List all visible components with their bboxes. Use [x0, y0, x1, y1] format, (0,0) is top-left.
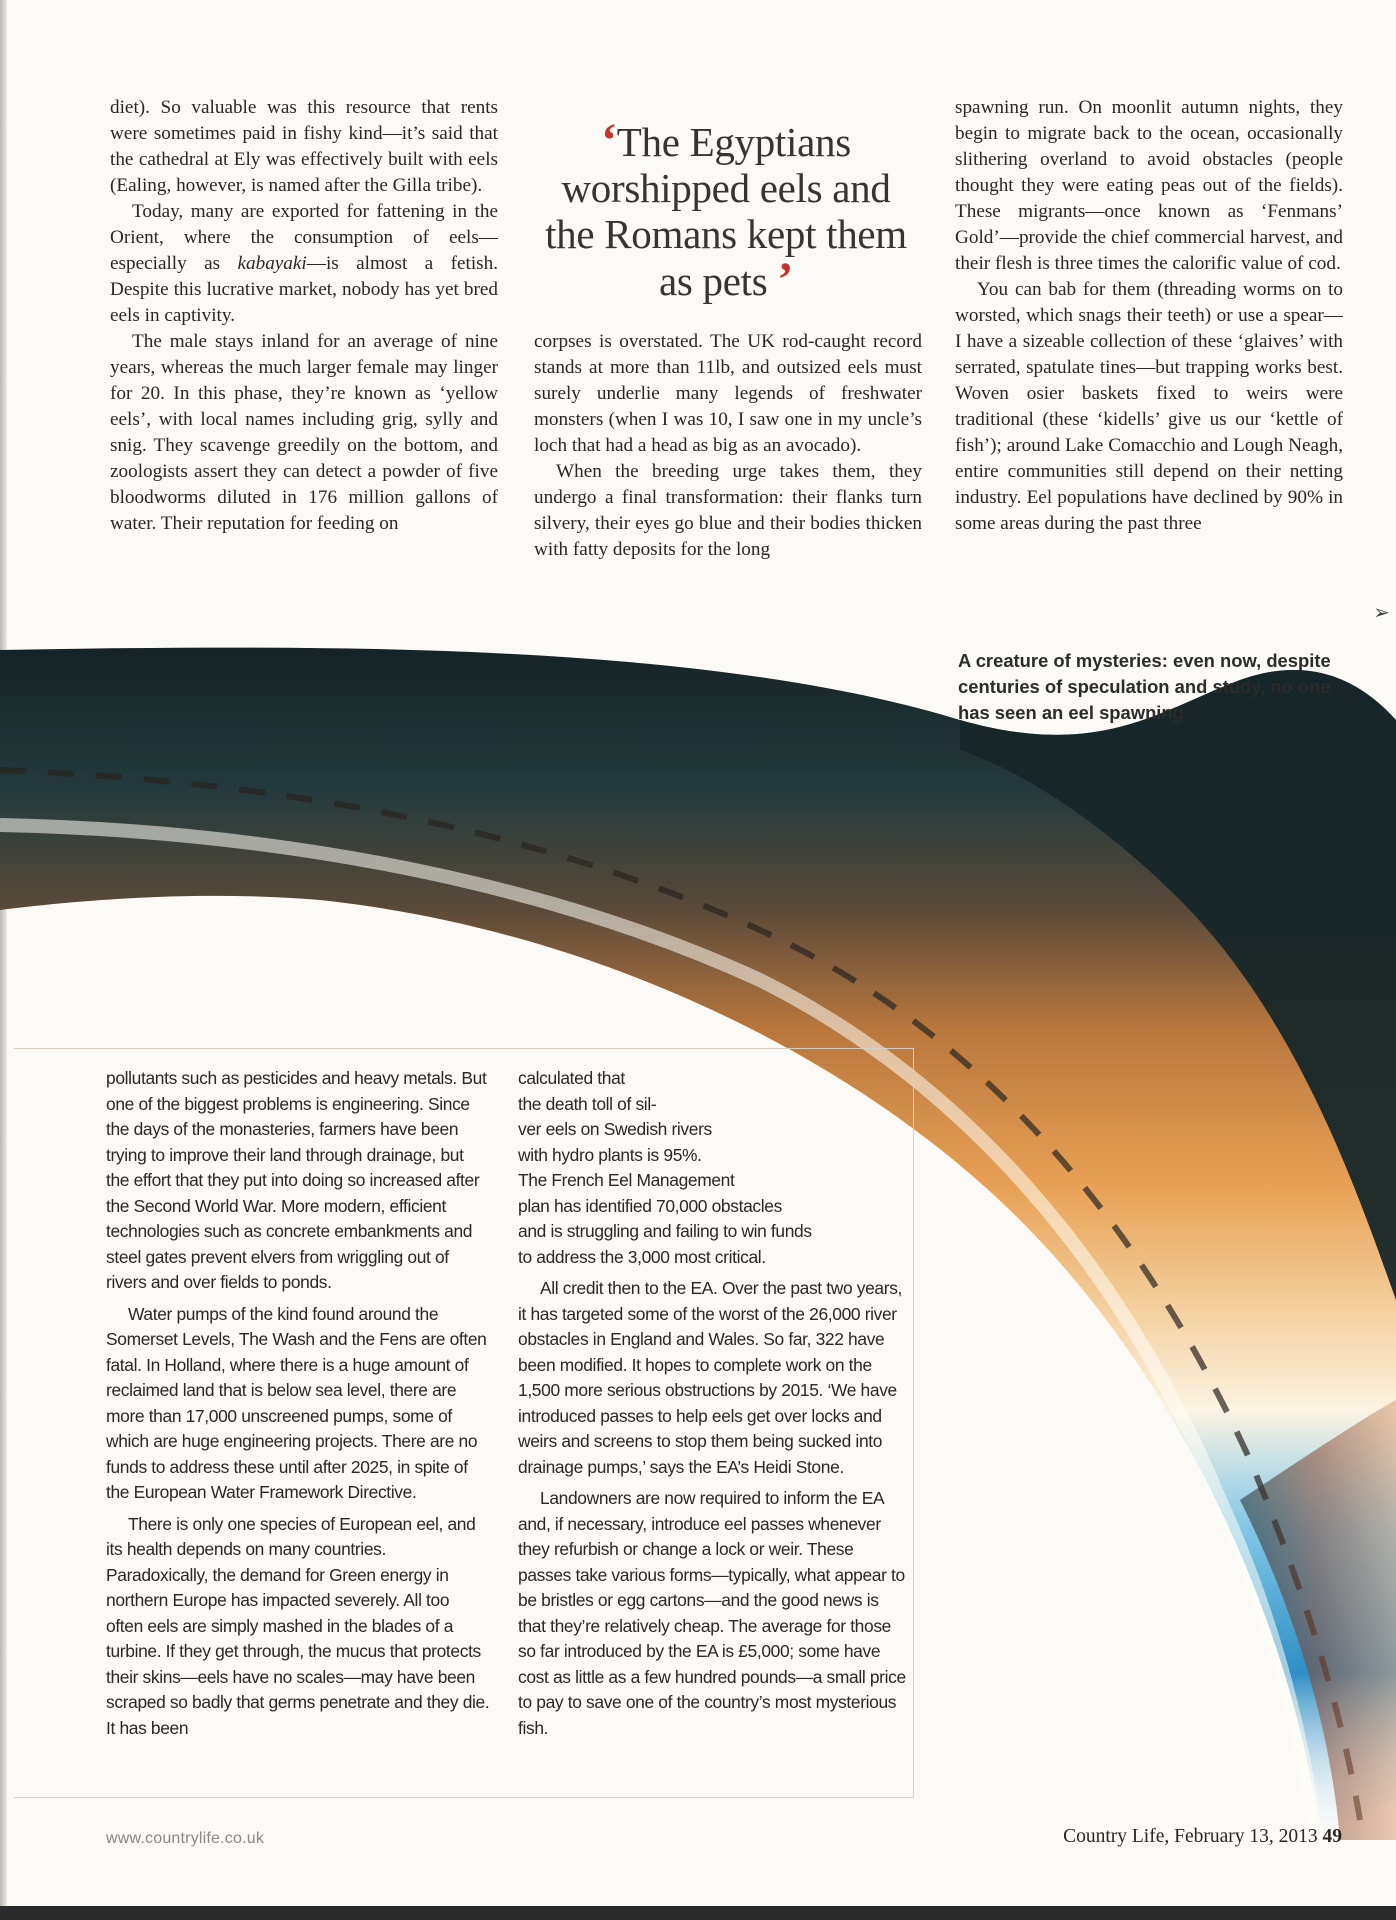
paragraph: All credit then to the EA. Over the past two years, it has targeted some of the worst of the 26,000 river obstacles in England and Wales. So far, 322 have been modified. It hopes to complete work on the 1,500 more serious obstructions by 2015. ‘We have introduced passes to help eels get over locks and weirs and screens to stop them being sucked into drainage pumps,’ says the EA’s Heidi Stone.	[518, 1278, 903, 1477]
image-caption: A creature of mysteries: even now, despite centuries of speculation and study, no one has seen an eel spawning	[958, 650, 1331, 723]
paragraph: corpses is overstated. The UK rod-caught record stands at more than 11lb, and outsized eels must surely underlie many legends of freshwater monsters (when I was 10, I saw one in my uncle’s loch that had a head as big as an avocado).	[534, 331, 922, 456]
article-column-1-bottom	[106, 1066, 490, 1786]
page-bottom-edge	[0, 1906, 1396, 1920]
paragraph: spawning run. On moonlit autumn nights, they begin to migrate back to the ocean, occasionally slithering overland to avoid obstacles (people thought they were eating peas out of the fields). These migrants—once known as ‘Fenmans’ Gold’—provide the chief commercial harvest, and their flesh is three times the calorific value of cod.	[955, 97, 1343, 274]
text-run: Today, many are exported for fattening in the Orient, where the consumption of eels—especially as	[110, 201, 498, 274]
paragraph: There is only one species of European eel, and its health depends on many countries. Paradoxically, the demand for Green energy in northern Europe has impacted severely. All too often eels are simply mashed in the blades of a turbine. If they get through, the mucus that protects their skins—eels have no scales—may have been scraped so badly that germs penetrate and they die. It has been	[106, 1513, 490, 1738]
paragraph: diet). So valuable was this resource that rents were sometimes paid in fishy kind—it’s said that the cathedral at Ely was effectively built with eels (Ealing, however, is named after the Gilla tribe).	[110, 97, 498, 196]
paragraph-wrapped-lines	[518, 1066, 906, 1270]
pull-quote-text: The Egyptians worshipped eels and the Romans kept them as pets	[545, 119, 907, 304]
text-line: and is struggling and failing to win funds	[518, 1221, 812, 1241]
article-column-2-bottom	[518, 1066, 906, 1786]
paragraph	[110, 199, 498, 329]
paragraph: When the breeding urge takes them, they undergo a final transformation: their flanks turn silvery, their eyes go blue and their bodies thicken with fatty deposits for the long	[534, 461, 922, 560]
article-column-1-top	[110, 95, 498, 595]
text-line: ver eels on Swedish rivers	[518, 1119, 712, 1139]
paragraph: pollutants such as pesticides and heavy metals. But one of the biggest problems is engineering. Since the days of the monasteries, farmers have been trying to improve their land through drainage, but the effort that they put into doing so increased after the Second World War. More modern, efficient technologies such as concrete embankments and steel gates prevent elvers from wriggling out of rivers and over fields to ponds.	[106, 1068, 487, 1292]
text-line: calculated that	[518, 1068, 625, 1088]
paragraph: Landowners are now required to inform the EA and, if necessary, introduce eel passes whenever they refurbish or change a lock or weir. These passes take various forms—typically, what appear to be bristles or egg cartons—and the good news is that they’re relatively cheap. The average for those so far introduced by the EA is £5,000; some have cost as little as a few hundred pounds—a small price to pay to save one of the country’s most mysterious fish.	[518, 1488, 906, 1738]
paragraph: You can bab for them (threading worms on to worsted, which snags their teeth) or use a spear—I have a sizeable collection of these ‘glaives’ with serrated, spatulate tines—but trapping works best. Woven osier baskets fixed to weirs were traditional (these ‘kidells’ give us our ‘kettle of fish’); around Lake Comacchio and Lough Neagh, entire communities still depend on their netting industry. Eel populations have declined by 90% in some areas during the past three	[955, 279, 1343, 534]
page-number: 49	[1322, 1826, 1342, 1847]
text-run: —is almost a fetish. Despite this lucrative market, nobody has yet bred eels in captivity.	[110, 253, 498, 326]
footer-folio	[1063, 1826, 1342, 1848]
continue-arrow-icon: ➢	[1373, 600, 1390, 624]
text-line: to address the 3,000 most critical.	[518, 1246, 766, 1267]
footer-website: www.countrylife.co.uk	[106, 1830, 265, 1847]
text-line: plan has identified 70,000 obstacles	[518, 1195, 782, 1216]
italic-term: kabayaki	[237, 253, 307, 274]
text-line: The French Eel Management	[518, 1170, 735, 1190]
pull-quote	[536, 114, 916, 306]
paragraph: Water pumps of the kind found around the Somerset Levels, The Wash and the Fens are often fatal. In Holland, where there is a huge amount of reclaimed land that is below sea level, there are more than 17,000 unscreened pumps, some of which are huge engineering projects. There are no funds to address these until after 2025, in spite of the European Water Framework Directive.	[106, 1303, 487, 1502]
text-line: the death toll of sil-	[518, 1093, 657, 1114]
footer-issue: Country Life, February 13, 2013	[1063, 1826, 1318, 1847]
quote-close-mark: ’	[777, 253, 793, 306]
article-column-2-top	[534, 329, 922, 595]
article-column-3-top	[955, 95, 1343, 595]
text-line: with hydro plants is 95%.	[518, 1144, 702, 1165]
paragraph: The male stays inland for an average of nine years, whereas the much larger female may linger for 20. In this phase, they’re known as ‘yellow eels’, with local names including grig, sylly and snig. They scavenge greedily on the bottom, and zoologists assert they can detect a powder of five bloodworms diluted in 176 million gallons of water. Their reputation for feeding on	[110, 331, 498, 534]
quote-open-mark: ‘	[601, 114, 617, 167]
